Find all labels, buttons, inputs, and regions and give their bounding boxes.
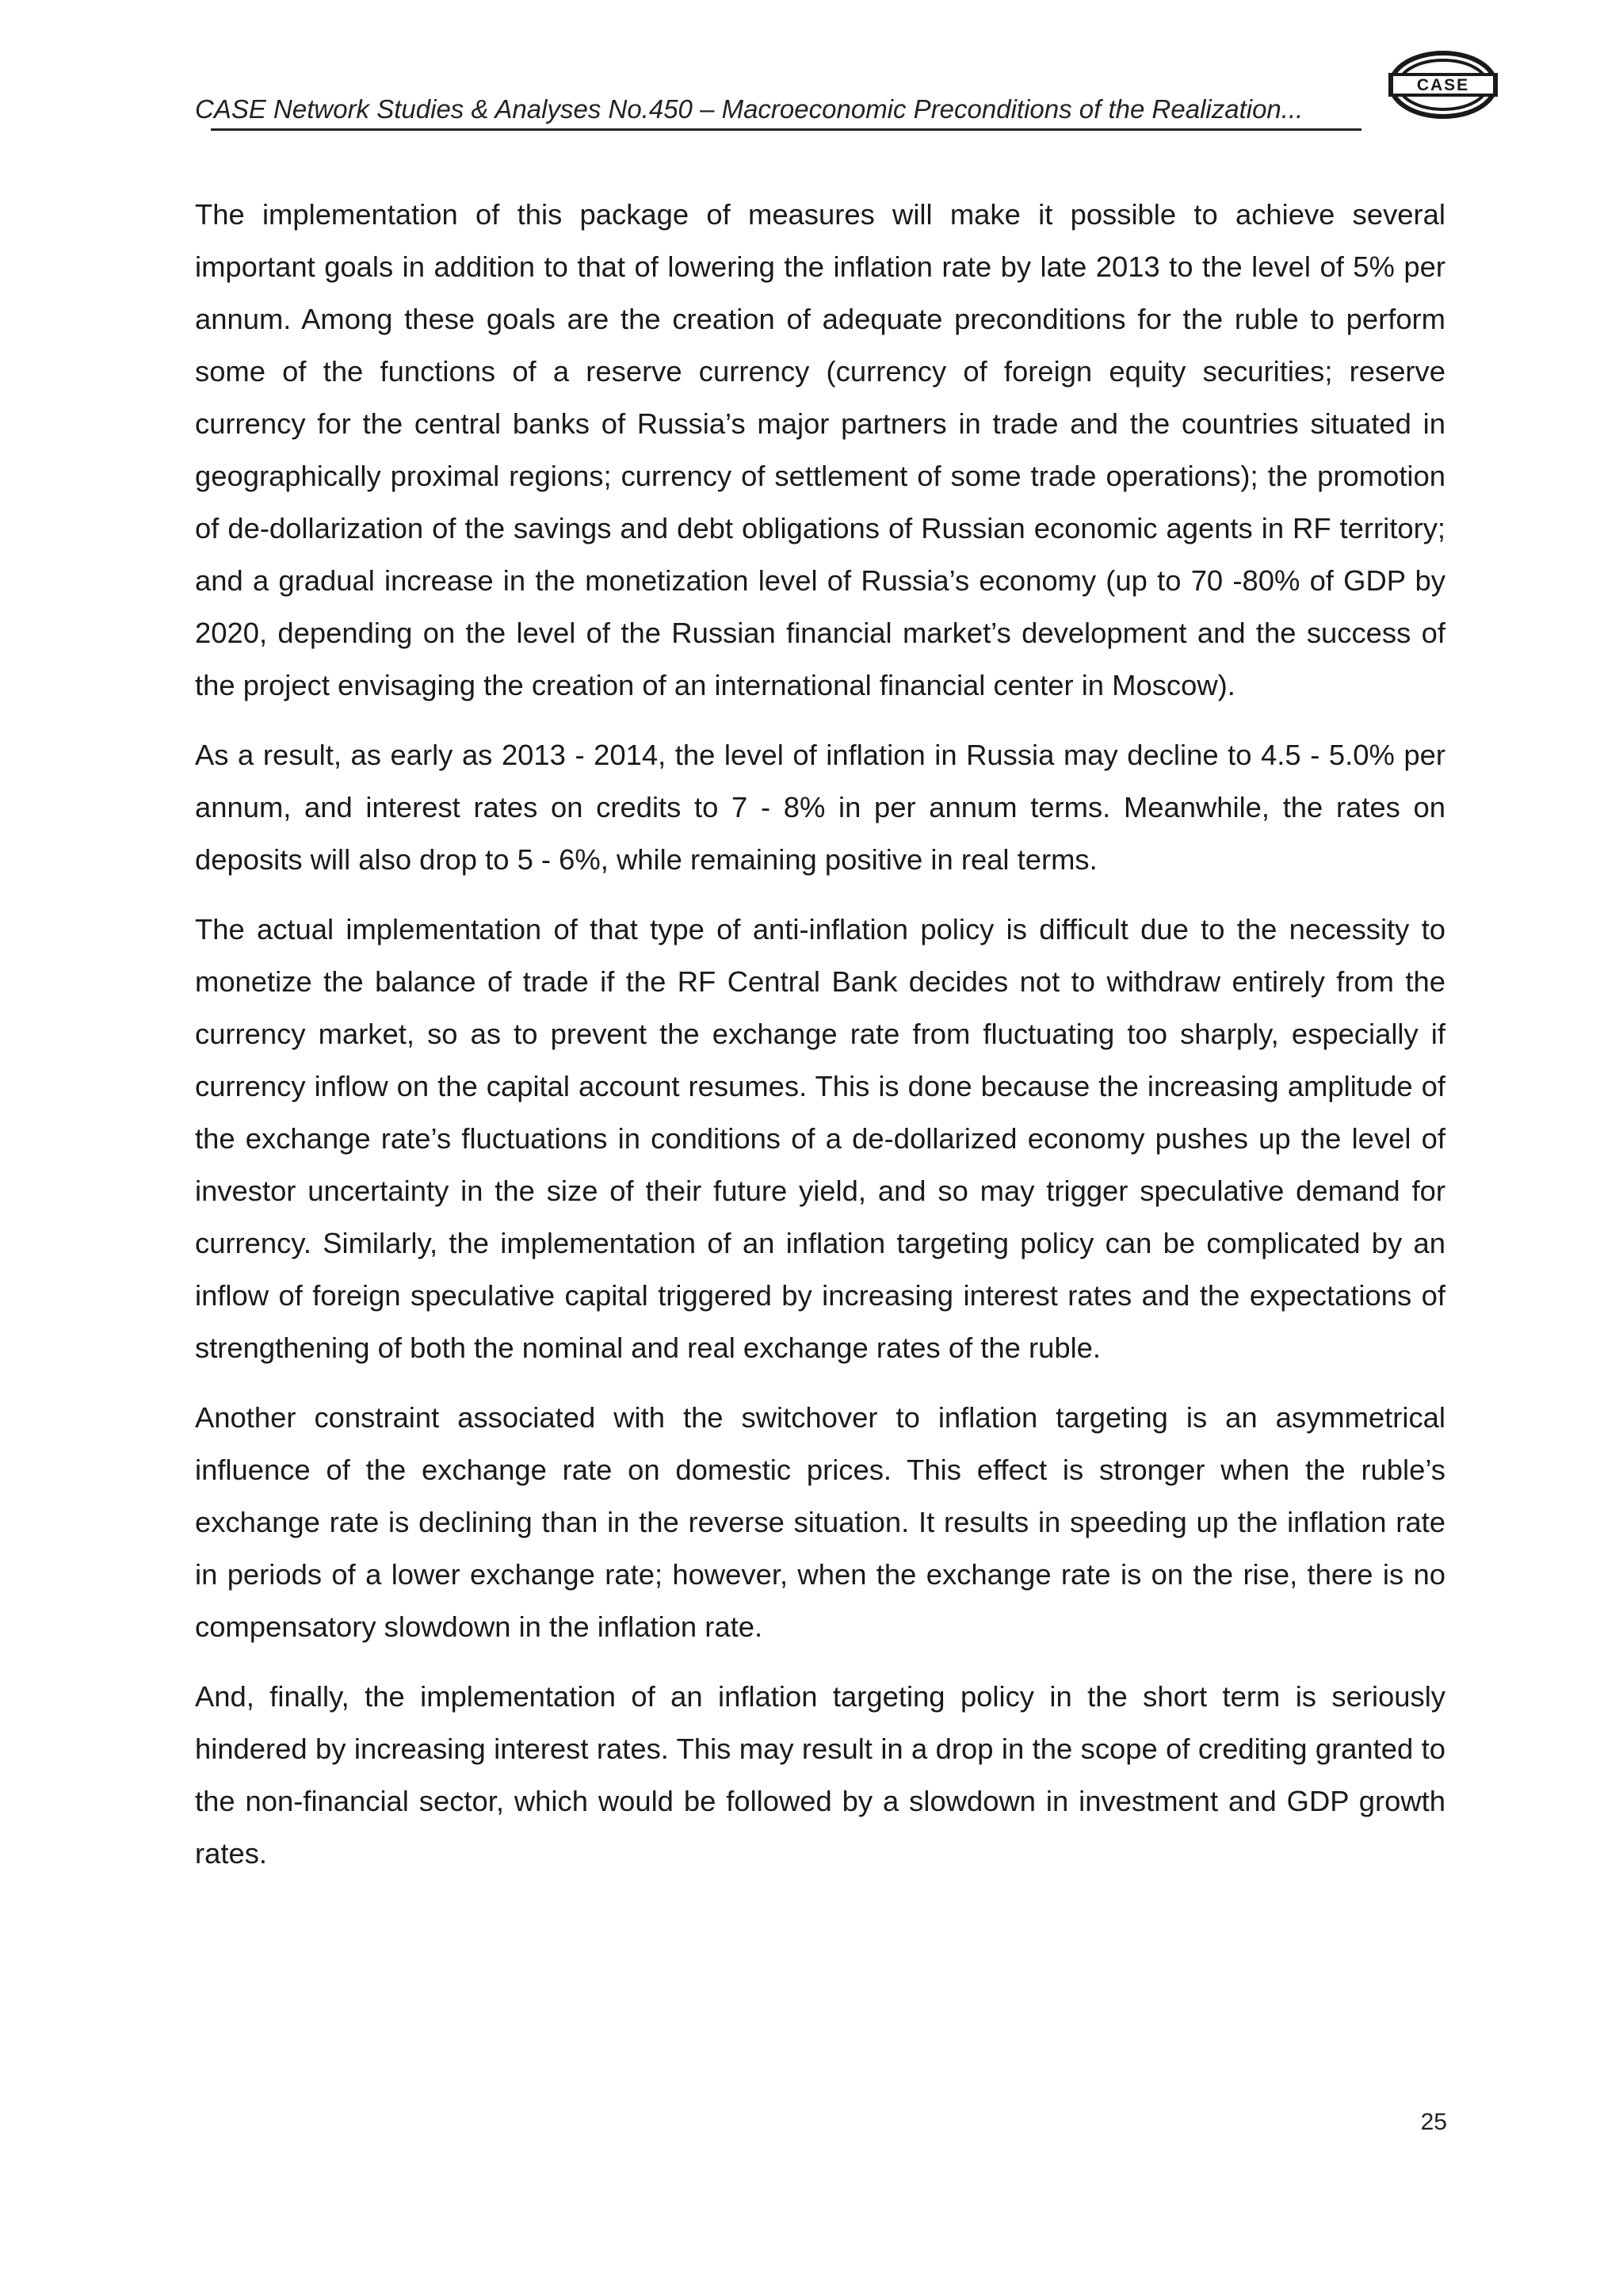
logo-wordmark: CASE (1416, 76, 1470, 94)
paragraph: As a result, as early as 2013 - 2014, the level of inflation in Russia may decline to 4.5 - 5.0% per annum, and interest rates on credits to 7 - 8% in per annum terms. Meanwhile, the rates on deposits will also drop to 5 - 6%, while remaining positive in real terms. (195, 739, 1445, 876)
body-text (195, 189, 1445, 1897)
running-header: CASE Network Studies & Analyses No.450 – Macroeconomic Preconditions of the Realization... (195, 94, 1304, 124)
header-rule (211, 128, 1361, 131)
paragraph: Another constraint associated with the switchover to inflation targeting is an asymmetrical influence of the exchange rate on domestic prices. This effect is stronger when the ruble’s exchange rate is declining than in the reverse situation. It results in speeding up the inflation rate in periods of a lower exchange rate; however, when the exchange rate is on the rise, there is no compensatory slowdown in the inflation rate. (195, 1401, 1445, 1643)
case-logo (1387, 49, 1499, 120)
paragraph: The implementation of this package of measures will make it possible to achieve several important goals in addition to that of lowering the inflation rate by late 2013 to the level of 5% per annum. Among these goals are the creation of adequate preconditions for the ruble to perform some of the functions of a reserve currency (currency of foreign equity securities; reserve currency for the central banks of Russia’s major partners in trade and the countries situated in geographically proximal regions; currency of settlement of some trade operations); the promotion of de-dollarization of the savings and debt obligations of Russian economic agents in RF territory; and a gradual increase in the monetization level of Russia’s economy (up to 70 -80% of GDP by 2020, depending on the level of the Russian financial market’s development and the success of the project envisaging the creation of an international financial center in Moscow). (195, 198, 1445, 701)
paragraph: And, finally, the implementation of an inflation targeting policy in the short term is seriously hindered by increasing interest rates. This may result in a drop in the scope of crediting granted to the non-financial sector, which would be followed by a slowdown in investment and GDP growth rates. (195, 1680, 1445, 1870)
paragraph: The actual implementation of that type of anti-inflation policy is difficult due to the necessity to monetize the balance of trade if the RF Central Bank decides not to withdraw entirely from the currency market, so as to prevent the exchange rate from fluctuating too sharply, especially if currency inflow on the capital account resumes. This is done because the increasing amplitude of the exchange rate’s fluctuations in conditions of a de-dollarized economy pushes up the level of investor uncertainty in the size of their future yield, and so may trigger speculative demand for currency. Similarly, the implementation of an inflation targeting policy can be complicated by an inflow of foreign speculative capital triggered by increasing interest rates and the expectations of strengthening of both the nominal and real exchange rates of the ruble. (195, 913, 1445, 1364)
page-number: 25 (1420, 2109, 1447, 2135)
